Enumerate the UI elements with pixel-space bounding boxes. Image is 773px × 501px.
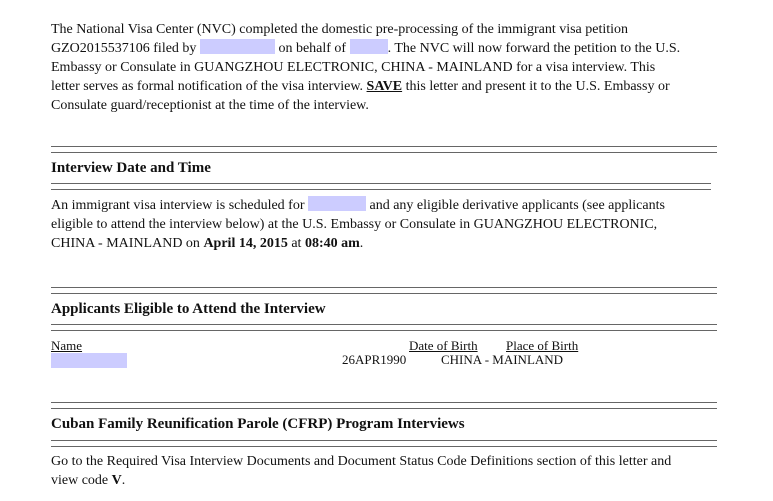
intro-paragraph (51, 20, 731, 115)
intro-line-4: letter serves as formal notification of the visa interview. (51, 79, 364, 94)
intro-line-3: Embassy or Consulate in GUANGZHOU ELECTRONIC, CHINA - MAINLAND for a visa interview. This (51, 60, 656, 75)
divider (51, 324, 717, 331)
divider (51, 440, 717, 447)
petition-number-text: GZO2015537106 filed by (51, 41, 197, 56)
view-code-text: view code (51, 473, 109, 488)
interview-time: 08:40 am (304, 236, 360, 251)
code-value: V (111, 473, 122, 488)
intro-line-2-end: . The NVC will now forward the petition to the U.S. (387, 41, 681, 56)
divider (51, 146, 717, 153)
interview-line-2: eligible to attend the interview below) at the U.S. Embassy or Consulate in GUANGZHOU ELECTRONIC, (51, 217, 658, 232)
divider (51, 402, 717, 409)
cfrp-paragraph (51, 452, 731, 490)
divider (51, 183, 711, 190)
divider (51, 287, 717, 294)
interview-line-1-end: and any eligible derivative applicants (see applicants (369, 198, 665, 213)
applicants-heading: Applicants Eligible to Attend the Interview (51, 301, 326, 317)
redacted-applicant-name (51, 353, 127, 368)
applicant-pob: CHINA - MAINLAND (441, 352, 564, 367)
redacted-petitioner (200, 39, 275, 54)
at-text: at (291, 236, 302, 251)
applicant-dob: 26APR1990 (342, 352, 407, 367)
cfrp-heading: Cuban Family Reunification Parole (CFRP) Program Interviews (51, 416, 465, 432)
interview-line-3: CHINA - MAINLAND on (51, 236, 200, 251)
column-date-of-birth: Date of Birth (409, 338, 478, 353)
interview-paragraph (51, 196, 731, 253)
on-behalf-text: on behalf of (278, 41, 347, 56)
intro-line-1: The National Visa Center (NVC) completed the domestic pre-processing of the immigrant visa petition (51, 22, 629, 37)
interview-date: April 14, 2015 (203, 236, 288, 251)
interview-heading: Interview Date and Time (51, 160, 211, 176)
period: . (121, 473, 126, 488)
cfrp-line-1: Go to the Required Visa Interview Documents and Document Status Code Definitions section of this letter and (51, 454, 672, 469)
interview-line-1: An immigrant visa interview is scheduled for (51, 198, 305, 213)
redacted-beneficiary (350, 39, 388, 54)
save-emphasis: SAVE (366, 79, 403, 94)
column-place-of-birth: Place of Birth (506, 338, 579, 353)
intro-line-5: Consulate guard/receptionist at the time of the interview. (51, 98, 369, 113)
column-name: Name (51, 338, 83, 353)
redacted-applicant (308, 196, 366, 211)
intro-line-4-end: this letter and present it to the U.S. Embassy or (405, 79, 670, 94)
period: . (359, 236, 364, 251)
